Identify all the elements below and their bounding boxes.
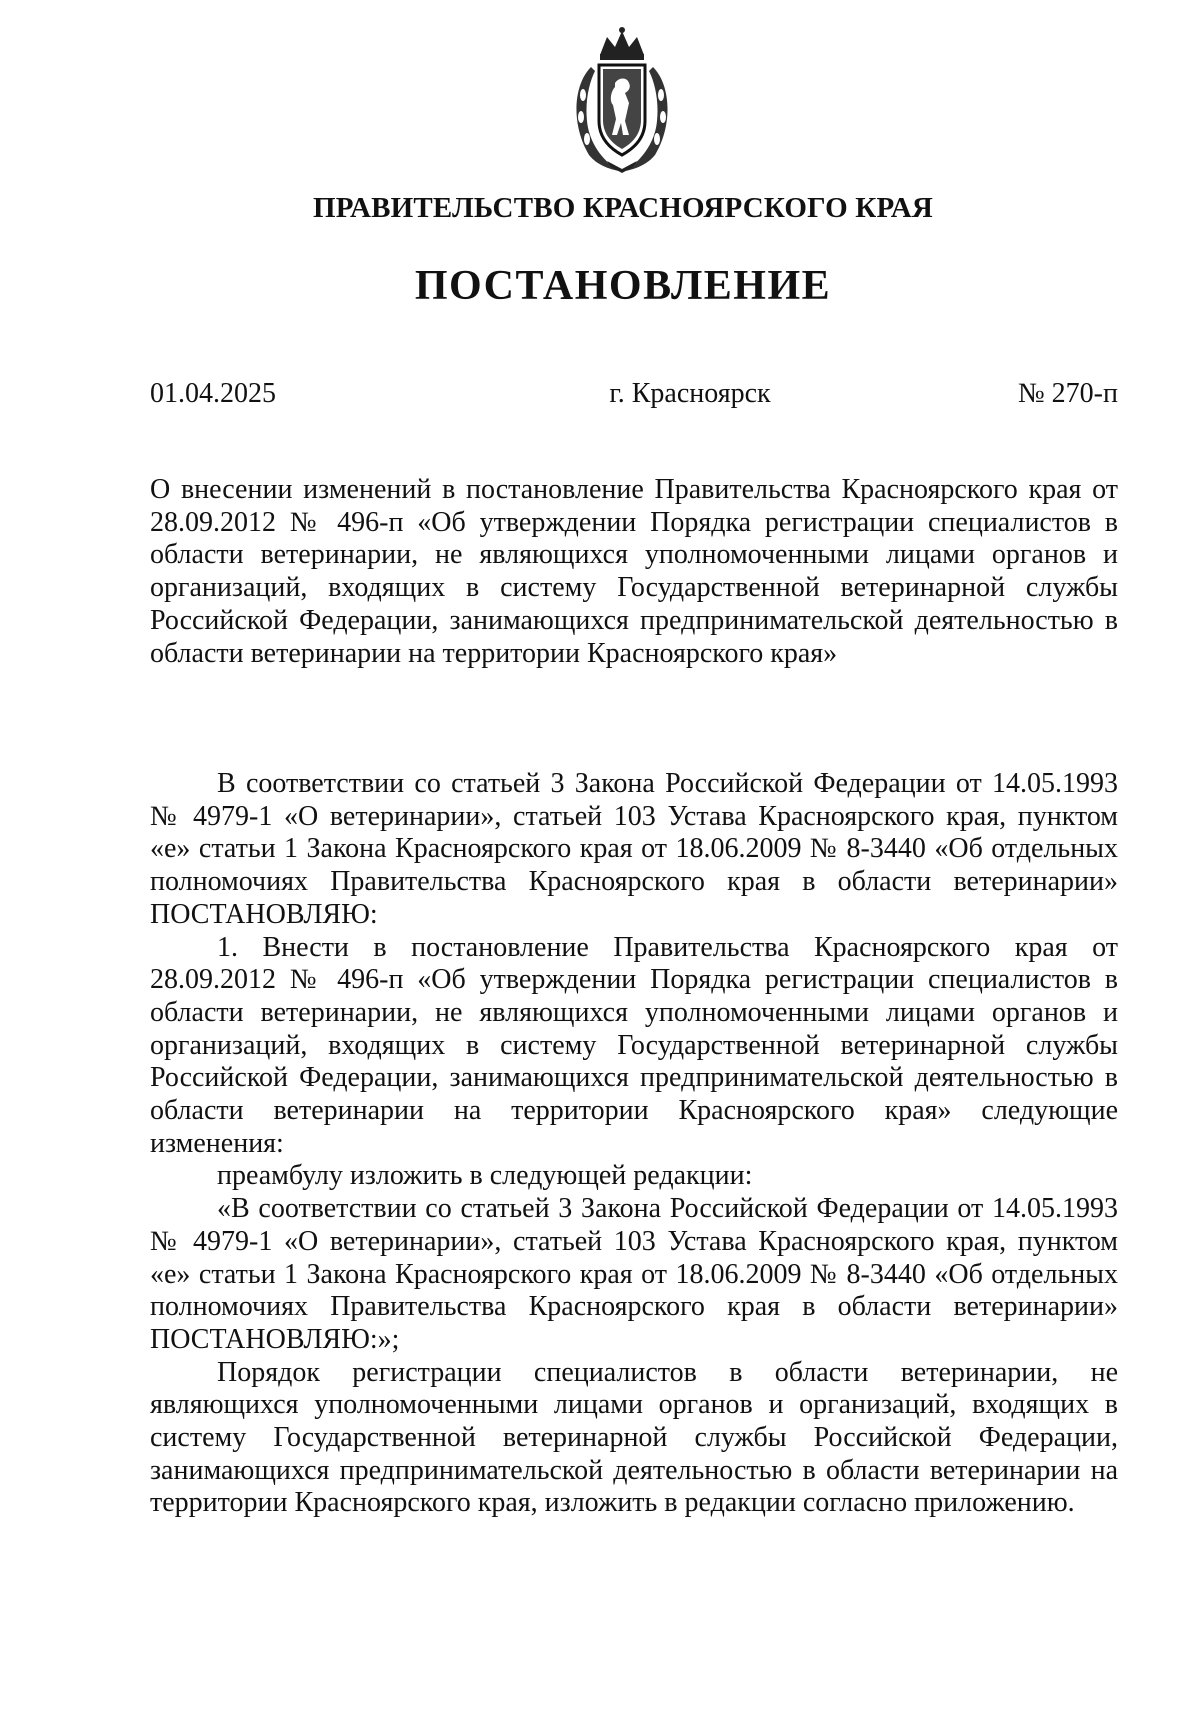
body-paragraph-new-preamble: «В соответствии со статьей 3 Закона Российской Федерации от 14.05.1993 № 4979-1 «О ветеринарии», статьей 103 Устава Красноярского края, пунктом «е» статьи 1 Закона Красноярского края от 18.06.2009 № 8-3440 «Об отдельных полномочиях Правительства Красноярского края в области ветеринарии» ПОСТАНОВЛЯЮ:»;	[150, 1193, 1118, 1355]
government-title: ПРАВИТЕЛЬСТВО КРАСНОЯРСКОГО КРАЯ	[312, 192, 934, 224]
document-city: г. Красноярск	[609, 378, 771, 409]
body-paragraph-item-1: 1. Внести в постановление Правительства Красноярского края от 28.09.2012 № 496-п «Об утверждении Порядка регистрации специалистов в области ветеринарии, не являющихся уполномоченными лицами органов и организаций, входящих в систему Государственной ветеринарной службы Российской Федерации, занимающихся предпринимательской деятельностью в области ветеринарии на территории Красноярского края» следующие изменения:	[150, 931, 1118, 1159]
document-type-title: ПОСТАНОВЛЕНИЕ	[414, 263, 832, 309]
subject-text: О внесении изменений в постановление Правительства Красноярского края от 28.09.2012 № 496-п «Об утверждении Порядка регистрации специалистов в области ветеринарии, не являющихся уполномоченными лицами органов и организаций, входящих в систему Государственной ветеринарной службы Российской Федерации, занимающихся предпринимательской деятельностью в области ветеринарии на территории Красноярского края»	[150, 474, 1118, 669]
body-paragraph-preamble-change: преамбулу изложить в следующей редакции:	[217, 1160, 753, 1192]
body-paragraph-preamble: В соответствии со статьей 3 Закона Российской Федерации от 14.05.1993 № 4979-1 «О ветеринарии», статьей 103 Устава Красноярского края, пунктом «е» статьи 1 Закона Красноярского края от 18.06.2009 № 8-3440 «Об отдельных полномочиях Правительства Красноярского края в области ветеринарии» ПОСТАНОВЛЯЮ:	[150, 768, 1118, 930]
document-subject	[150, 474, 1118, 670]
body-paragraph-procedure: Порядок регистрации специалистов в области ветеринарии, не являющихся уполномоченными лицами органов и организаций, входящих в систему Государственной ветеринарной службы Российской Федерации, занимающихся предпринимательской деятельностью в области ветеринарии на территории Красноярского края, изложить в редакции согласно приложению.	[150, 1356, 1118, 1519]
document-number: № 270-п	[1017, 378, 1118, 409]
document-date: 01.04.2025	[150, 378, 276, 409]
coat-of-arms-icon	[567, 25, 677, 173]
document-body	[150, 768, 1118, 1520]
document-meta-row	[150, 378, 1118, 418]
